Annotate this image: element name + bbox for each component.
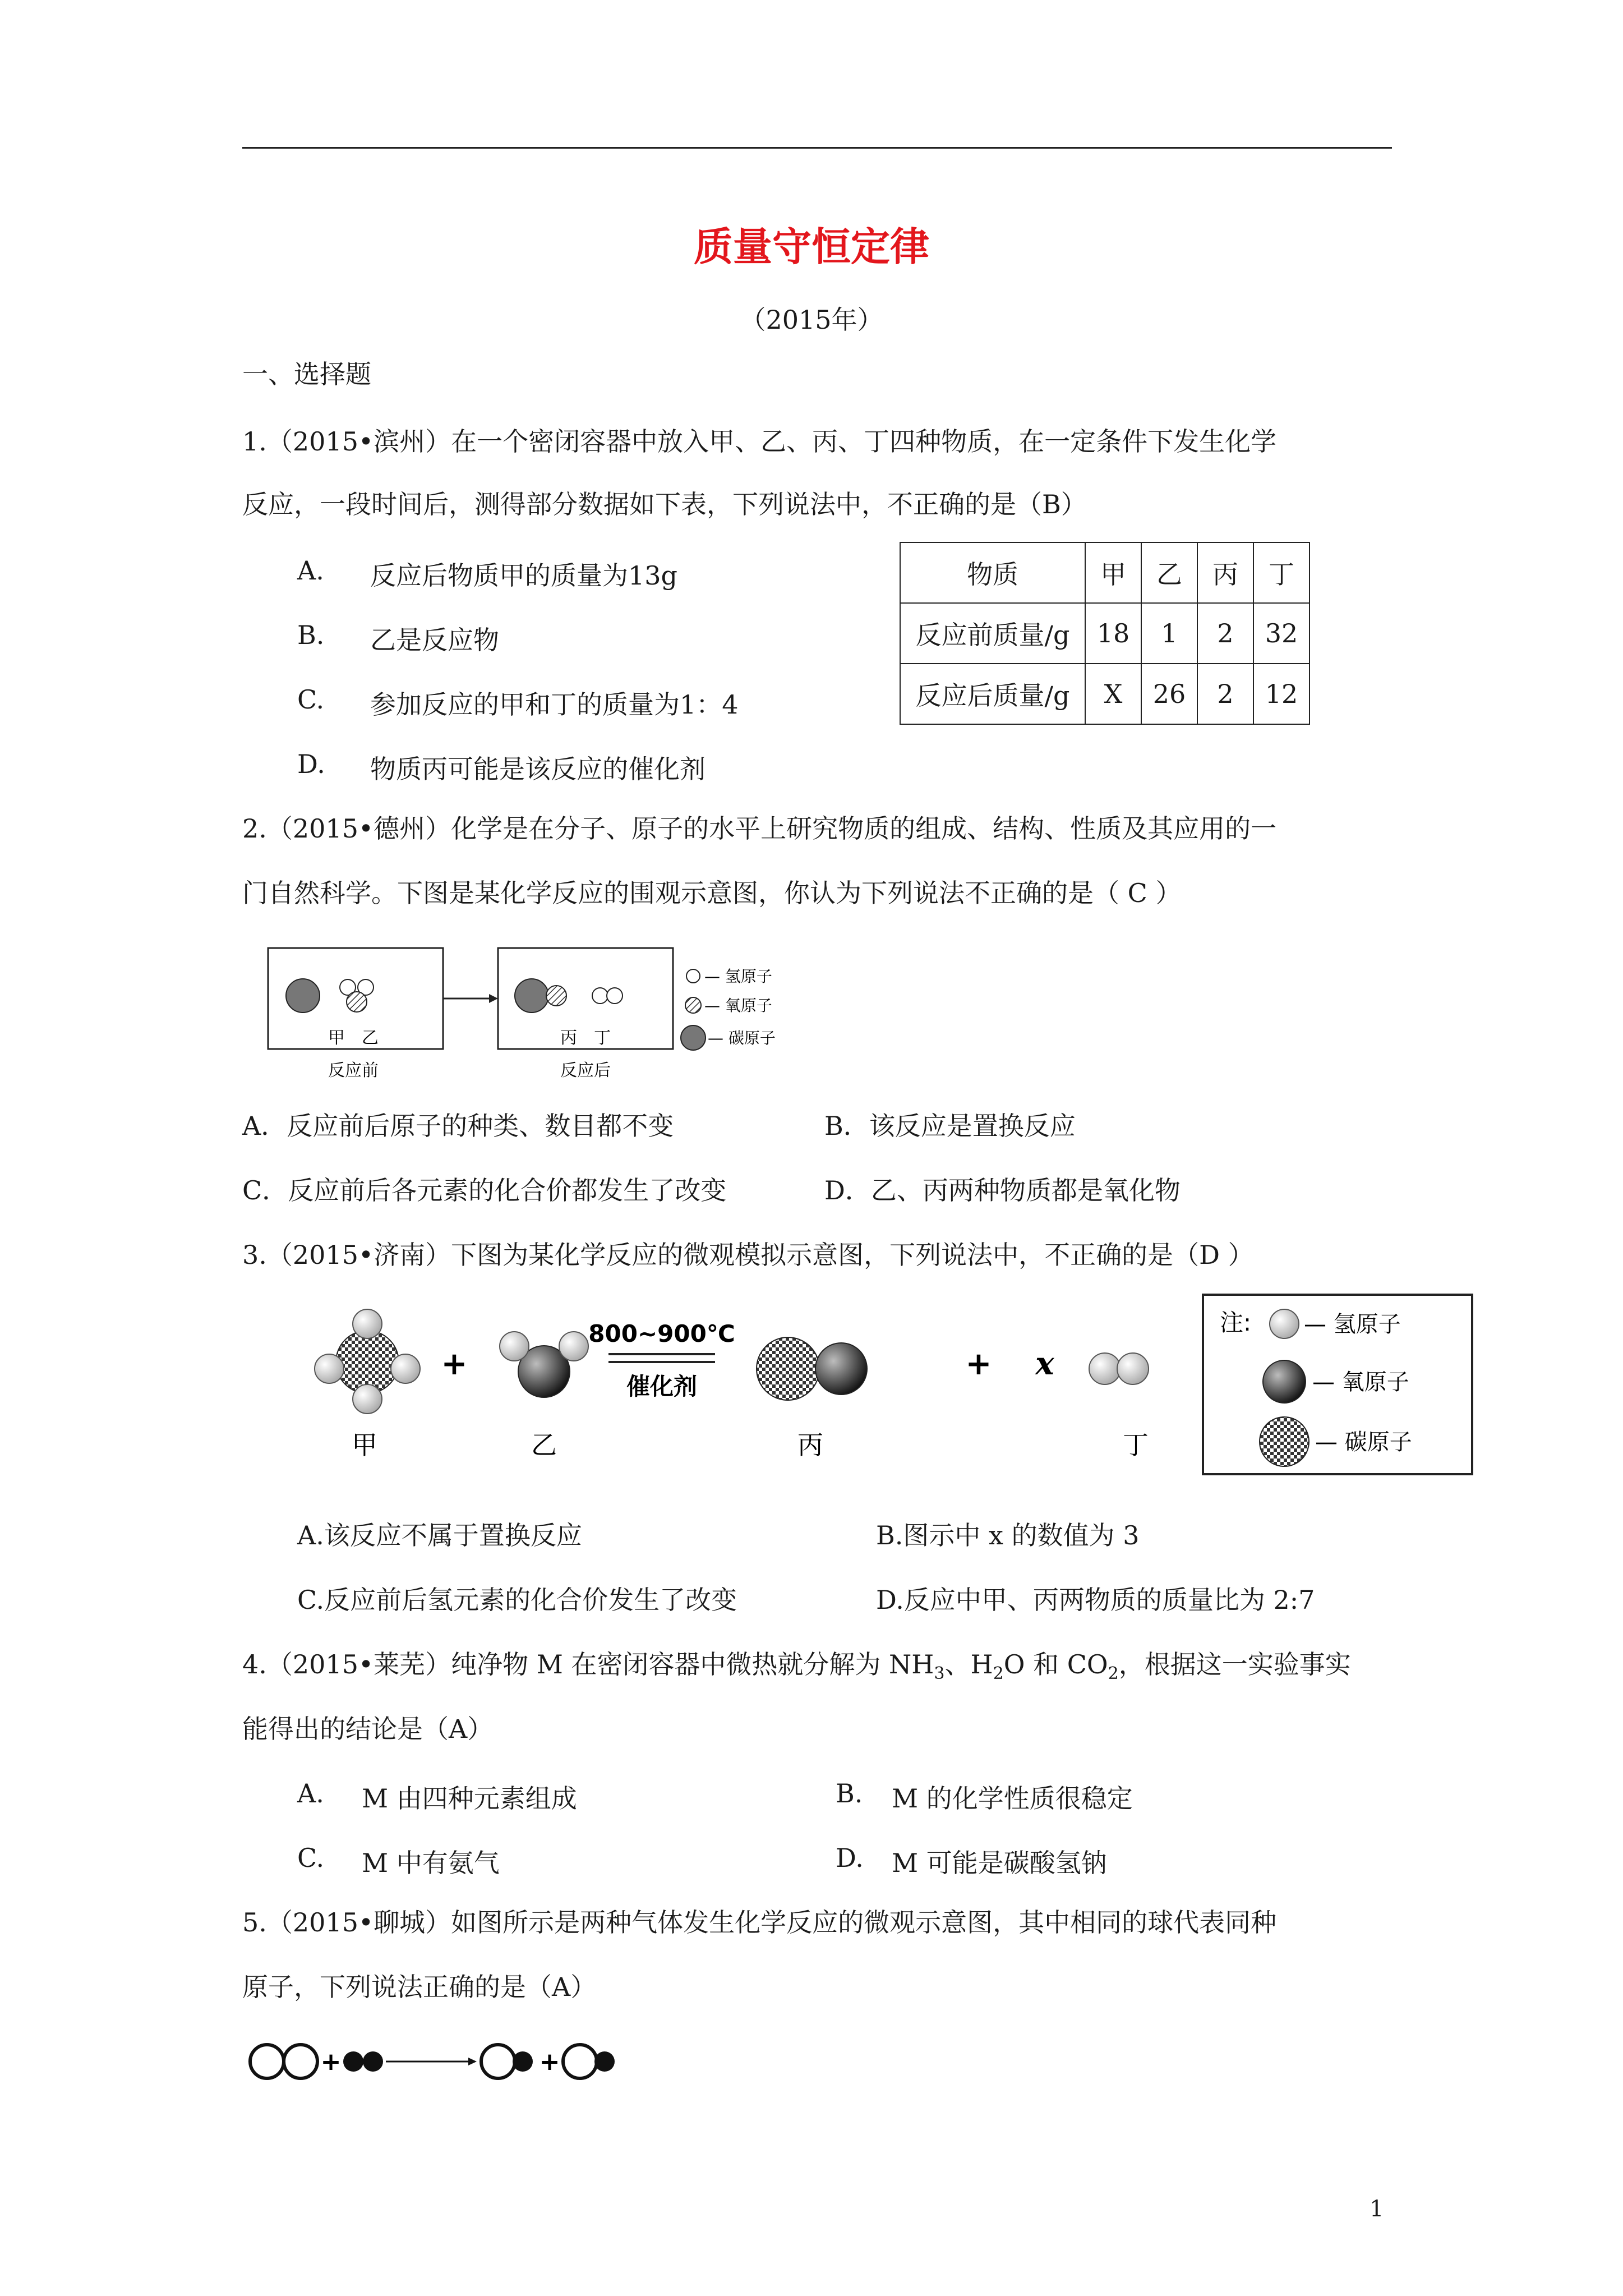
q2-line2: 门自然科学。下图是某化学反应的围观示意图，你认为下列说法不正确的是（ C ） [242,878,1182,908]
white-atom [481,2045,515,2078]
oxygen-atom [546,986,566,1006]
q3-line1: 3.（2015•济南）下图为某化学反应的微观模拟示意图，下列说法中，不正确的是（D ） [242,1240,1254,1270]
hydrogen-atom [353,1384,382,1414]
arrow-head-icon [468,2058,477,2065]
coefficient-x: x [1035,1345,1054,1382]
q1-option-a-letter: A. [297,555,324,586]
q2-option-b: B．该反应是置换反应 [824,1111,1076,1141]
q2-before-labels: 甲 乙 [328,1028,379,1048]
table-cell: 1 [1141,603,1197,664]
q5-line2: 原子，下列说法正确的是（A） [242,1972,597,2002]
q1-option-d-letter: D. [297,749,325,779]
plus-sign: + [441,1346,468,1382]
q4-text-b: 、H [944,1649,993,1680]
table-cell: 物质 [900,542,1085,603]
legend-carbon-icon [681,1025,706,1050]
q2-option-a: A．反应前后原子的种类、数目都不变 [242,1111,674,1141]
q5-line1: 5.（2015•聊城）如图所示是两种气体发生化学反应的微观示意图，其中相同的球代表同种 [242,1907,1277,1938]
legend-carbon: — 碳原子 [708,1029,776,1047]
q1-option-d-text: 物质丙可能是该反应的催化剂 [370,754,706,784]
subscript: 3 [934,1664,945,1684]
q4-option-b-letter: B. [836,1778,863,1809]
carbon-atom [515,979,548,1013]
white-atom [284,2045,317,2078]
table-cell: 26 [1141,664,1197,724]
legend-oxygen-icon [685,997,701,1013]
q2-reaction-figure [264,942,776,1088]
q3-legend-hydrogen: — 氢原子 [1304,1312,1401,1337]
q2-after-caption: 反应后 [560,1061,611,1080]
white-atom [250,2045,284,2078]
q3-legend-carbon: — 碳原子 [1315,1429,1412,1455]
q3-catalyst: 催化剂 [626,1373,698,1400]
q4-option-c-letter: C. [297,1843,325,1873]
q4-option-d-letter: D. [836,1843,864,1873]
q1-option-b-letter: B. [297,620,325,650]
table-cell: 丁 [1253,542,1310,603]
plus-sign: + [965,1346,992,1382]
legend-carbon-icon [1260,1417,1309,1466]
subscript: 2 [1108,1664,1119,1684]
hydrogen-atom [500,1332,529,1361]
q1-data-table [900,542,1310,725]
q3-label-jia: 甲 [352,1430,377,1460]
black-atom [343,2051,363,2072]
q2-before-caption: 反应前 [328,1061,379,1080]
table-cell: 2 [1197,603,1253,664]
oxygen-atom [815,1343,867,1395]
hydrogen-atom [592,988,608,1004]
q4-line1 [242,1649,1351,1684]
hydrogen-atom [1117,1353,1149,1384]
q4-option-b-text: M 的化学性质很稳定 [892,1783,1133,1814]
q3-option-b: B.图示中 x 的数值为 3 [876,1520,1140,1550]
black-atom [594,2051,615,2072]
q4-line2: 能得出的结论是（A） [242,1714,494,1744]
q3-label-yi: 乙 [531,1430,557,1460]
q3-reaction-figure [294,1290,1489,1498]
q4-option-a-letter: A. [297,1778,324,1809]
section-heading: 一、选择题 [242,359,371,389]
black-atom [363,2051,383,2072]
table-cell: 乙 [1141,542,1197,603]
q4-text-c: O 和 CO [1003,1649,1108,1680]
page-title: 质量守恒定律 [694,224,929,270]
q4-option-c-text: M 中有氨气 [362,1848,500,1878]
q4-option-a-text: M 由四种元素组成 [362,1783,577,1814]
legend-oxygen-icon [1263,1360,1306,1403]
q1-option-a-text: 反应后物质甲的质量为13g [370,560,677,591]
q1-option-b-text: 乙是反应物 [370,625,499,655]
q4-text-d: ，根据这一实验事实 [1118,1649,1351,1680]
legend-hydrogen-icon [1270,1309,1299,1338]
table-row [900,603,1310,664]
legend-hydrogen-icon [686,969,700,983]
q4-text-a: 4.（2015•莱芜）纯净物 M 在密闭容器中微热就分解为 NH [242,1649,934,1680]
table-cell: X [1085,664,1141,724]
legend-hydrogen: — 氢原子 [704,967,772,986]
q1-line2: 反应，一段时间后，测得部分数据如下表，下列说法中，不正确的是（B） [242,489,1087,519]
table-row [900,542,1310,603]
subscript: 2 [993,1664,1004,1684]
white-atom [563,2045,597,2078]
hydrogen-atom [353,1309,382,1338]
q1-line1: 1.（2015•滨州）在一个密闭容器中放入甲、乙、丙、丁四种物质，在一定条件下发生化学 [242,426,1277,457]
table-cell: 2 [1197,664,1253,724]
q1-option-c-letter: C. [297,684,325,715]
table-cell: 丙 [1197,542,1253,603]
q2-option-d: D．乙、丙两种物质都是氧化物 [824,1175,1181,1205]
legend-oxygen: — 氧原子 [704,996,772,1015]
hydrogen-atom [559,1332,588,1361]
plus-sign: + [320,2047,342,2076]
q2-option-c: C．反应前后各元素的化合价都发生了改变 [242,1175,727,1205]
table-cell: 12 [1253,664,1310,724]
q3-condition: 800~900℃ [588,1320,735,1347]
q4-option-d-text: M 可能是碳酸氢钠 [892,1848,1107,1878]
plus-sign: + [539,2047,560,2076]
page-number: 1 [1370,2196,1384,2222]
q3-label-bing: 丙 [797,1430,823,1460]
hydrogen-atom [1089,1353,1121,1384]
q3-label-ding: 丁 [1123,1430,1149,1460]
q3-option-d: D.反应中甲、丙两物质的质量比为 2:7 [876,1585,1315,1615]
table-cell: 反应前质量/g [900,603,1085,664]
table-cell: 32 [1253,603,1310,664]
q3-note: 注: [1220,1309,1252,1336]
hydrogen-atom [607,988,623,1004]
q3-option-a: A.该反应不属于置换反应 [297,1520,582,1550]
hydrogen-atom [391,1354,420,1383]
hydrogen-atom [315,1354,344,1383]
q3-option-c: C.反应前后氢元素的化合价发生了改变 [297,1585,737,1615]
table-cell: 甲 [1085,542,1141,603]
black-atom [513,2051,533,2072]
table-cell: 18 [1085,603,1141,664]
arrow-head-icon [489,994,498,1003]
page-year: （2015年） [740,305,883,335]
q2-after-labels: 丙 丁 [560,1028,611,1048]
oxygen-atom [347,992,367,1012]
carbon-atom [286,979,320,1013]
q2-line1: 2.（2015•德州）化学是在分子、原子的水平上研究物质的组成、结构、性质及其应用的一 [242,813,1277,844]
q3-legend-oxygen: — 氧原子 [1312,1369,1409,1395]
header-rule [242,147,1392,149]
table-cell: 反应后质量/g [900,664,1085,724]
table-row [900,664,1310,724]
carbon-atom [757,1337,819,1400]
q5-reaction-figure [247,2036,651,2087]
q1-option-c-text: 参加反应的甲和丁的质量为1：4 [370,689,739,720]
